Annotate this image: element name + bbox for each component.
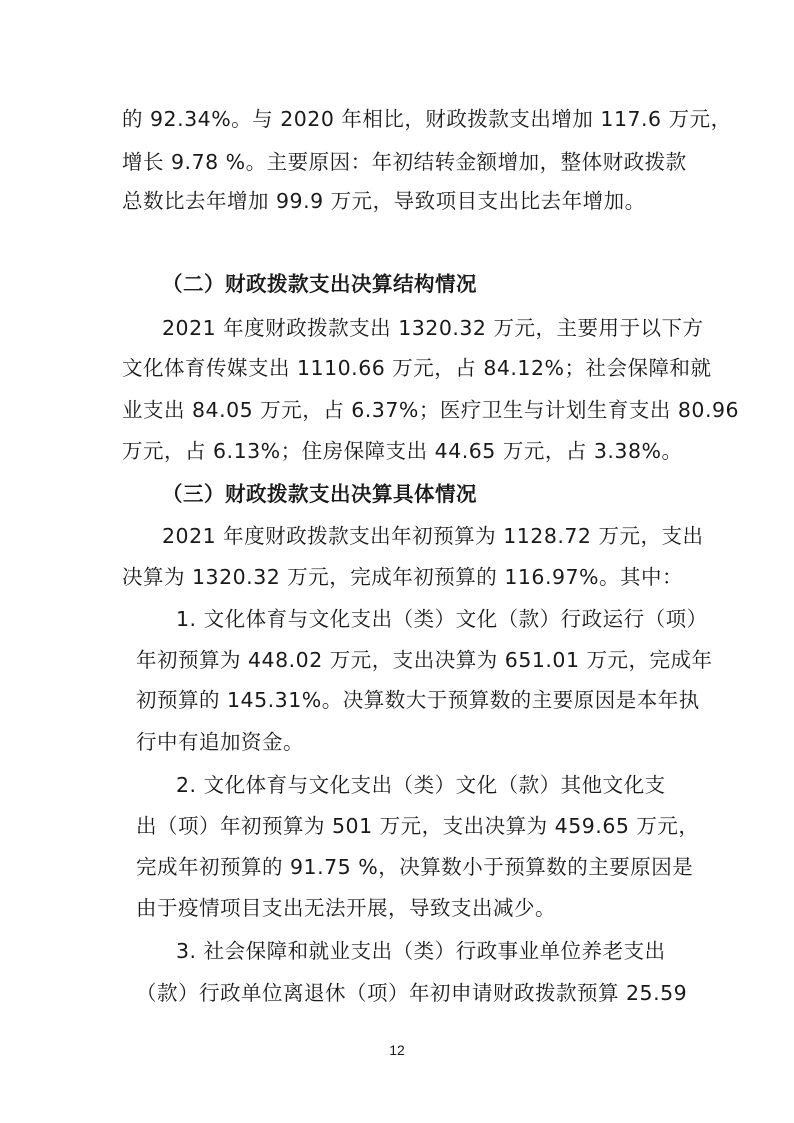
body-line: 总数比去年增加 99.9 万元，导致项目支出比去年增加。: [122, 189, 646, 213]
body-line: 2021 年度财政拨款支出年初预算为 1128.72 万元，支出: [162, 524, 704, 548]
body-line: 2. 文化体育与文化支出（类）文化（款）其他文化支: [176, 773, 666, 797]
body-line: （款）行政单位离退休（项）年初申请财政拨款预算 25.59: [136, 981, 688, 1005]
section-heading: （三）财政拨款支出决算具体情况: [162, 482, 477, 506]
section-heading: （二）财政拨款支出决算结构情况: [162, 272, 477, 296]
body-line: 1. 文化体育与文化支出（类）文化（款）行政运行（项）: [176, 607, 708, 631]
body-line: 3. 社会保障和就业支出（类）行政事业单位养老支出: [176, 939, 666, 963]
body-line: 文化体育传媒支出 1110.66 万元，占 84.12%；社会保障和就: [122, 356, 712, 380]
body-line: 行中有追加资金。: [136, 730, 304, 754]
body-line: 的 92.34%。与 2020 年相比，财政拨款支出增加 117.6 万元，: [122, 107, 732, 131]
page-number: 12: [389, 1042, 405, 1058]
body-line: 增长 9.78 %。主要原因：年初结转金额增加，整体财政拨款: [122, 150, 687, 174]
body-line: 年初预算为 448.02 万元，支出决算为 651.01 万元，完成年: [136, 648, 713, 672]
body-line: 万元，占 6.13%；住房保障支出 44.65 万元，占 3.38%。: [122, 439, 683, 463]
body-line: 初预算的 145.31%。决算数大于预算数的主要原因是本年执: [136, 688, 700, 712]
body-line: 由于疫情项目支出无法开展，导致支出减少。: [136, 896, 556, 920]
body-line: 出（项）年初预算为 501 万元，支出决算为 459.65 万元，: [136, 814, 700, 838]
body-line: 决算为 1320.32 万元，完成年初预算的 116.97%。其中：: [122, 565, 684, 589]
body-line: 业支出 84.05 万元，占 6.37%；医疗卫生与计划生育支出 80.96: [122, 398, 740, 422]
body-line: 2021 年度财政拨款支出 1320.32 万元，主要用于以下方: [162, 316, 704, 340]
body-line: 完成年初预算的 91.75 %，决算数小于预算数的主要原因是: [136, 855, 694, 879]
